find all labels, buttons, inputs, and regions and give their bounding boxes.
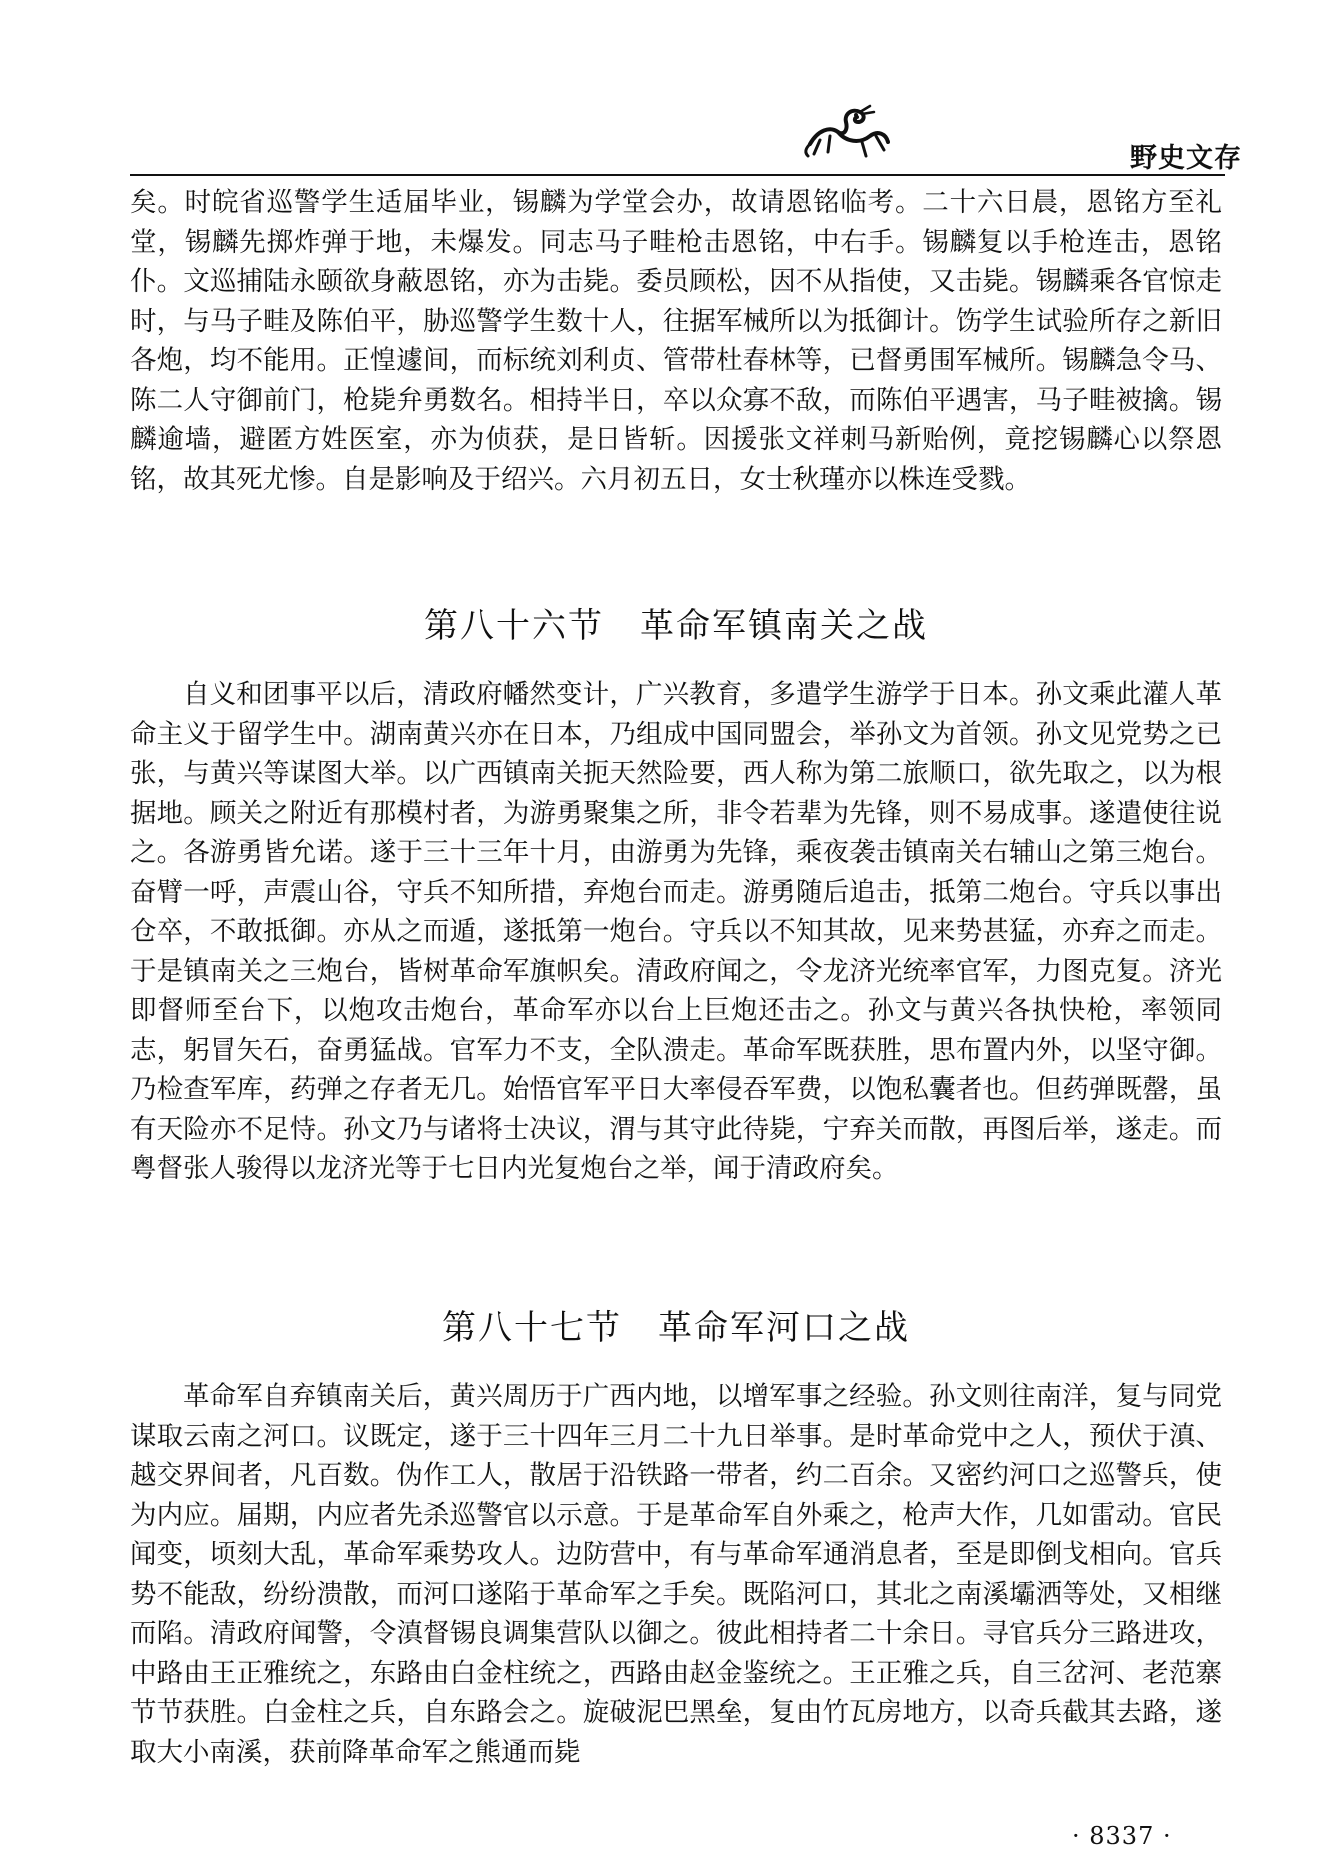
section-86-heading: 第八十六节 革命军镇南关之战 [424, 606, 928, 646]
dragon-icon [800, 100, 896, 164]
section-87-heading: 第八十七节 革命军河口之战 [442, 1308, 910, 1348]
header-rule [130, 174, 1225, 176]
page-number-text: · 8337 · [1072, 1822, 1172, 1850]
page-number [1072, 1822, 1172, 1850]
series-title: 野史文存 [1130, 143, 1242, 174]
section-87-paragraph-block [130, 1377, 1222, 1772]
continuation-paragraph-block [130, 183, 1222, 499]
continuation-paragraph: 矣。时皖省巡警学生适届毕业，锡麟为学堂会办，故请恩铭临考。二十六日晨，恩铭方至礼堂，锡麟先掷炸弹于地，未爆发。同志马子畦枪击恩铭，中右手。锡麟复以手枪连击，恩铭仆。文巡捕陆永颐欲身蔽恩铭，亦为击毙。委员顾松，因不从指使，又击毙。锡麟乘各官惊走时，与马子畦及陈伯平，胁巡警学生数十人，往据军械所以为抵御计。饬学生试验所存之新旧各炮，均不能用。正惶遽间，而标统刘利贞、管带杜春林等，已督勇围军械所。锡麟急令马、陈二人守御前门，枪毙弁勇数名。相持半日，卒以众寡不敌，而陈伯平遇害，马子畦被擒。锡麟逾墙，避匿方姓医室，亦为侦获，是日皆斩。因援张文祥刺马新贻例，竟挖锡麟心以祭恩铭，故其死尤惨。自是影响及于绍兴。六月初五日，女士秋瑾亦以株连受戮。 [130, 187, 1222, 495]
running-header [0, 0, 1322, 175]
section-87-paragraph: 革命军自弃镇南关后，黄兴周历于广西内地，以增军事之经验。孙文则往南洋，复与同党谋取云南之河口。议既定，遂于三十四年三月二十九日举事。是时革命党中之人，预伏于滇、越交界间者，凡百数。伪作工人，散居于沿铁路一带者，约二百余。又密约河口之巡警兵，使为内应。届期，内应者先杀巡警官以示意。于是革命军自外乘之，枪声大作，几如雷动。官民闻变，顷刻大乱，革命军乘势攻人。边防营中，有与革命军通消息者，至是即倒戈相向。官兵势不能敌，纷纷溃散，而河口遂陷于革命军之手矣。既陷河口，其北之南溪壩洒等处，又相继而陷。清政府闻警，令滇督锡良调集营队以御之。彼此相持者二十余日。寻官兵分三路进攻，中路由王正雅统之，东路由白金柱统之，西路由赵金鉴统之。王正雅之兵，自三岔河、老范寨节节获胜。白金柱之兵，自东路会之。旋破泥巴黑垒，复由竹瓦房地方，以奇兵截其去路，遂取大小南溪，获前降革命军之熊通而毙 [130, 1381, 1222, 1768]
section-86-paragraph: 自义和团事平以后，清政府幡然变计，广兴教育，多遣学生游学于日本。孙文乘此灌人革命主义于留学生中。湖南黄兴亦在日本，乃组成中国同盟会，举孙文为首领。孙文见党势之已张，与黄兴等谋图大举。以广西镇南关扼天然险要，西人称为第二旅顺口，欲先取之，以为根据地。顾关之附近有那模村者，为游勇聚集之所，非令若辈为先锋，则不易成事。遂遣使往说之。各游勇皆允诺。遂于三十三年十月，由游勇为先锋，乘夜袭击镇南关右辅山之第三炮台。奋臂一呼，声震山谷，守兵不知所措，弃炮台而走。游勇随后追击，抵第二炮台。守兵以事出仓卒，不敢抵御。亦从之而遁，遂抵第一炮台。守兵以不知其故，见来势甚猛，亦弃之而走。于是镇南关之三炮台，皆树革命军旗帜矣。清政府闻之，令龙济光统率官军，力图克复。济光即督师至台下，以炮攻击炮台，革命军亦以台上巨炮还击之。孙文与黄兴各执快枪，率领同志，躬冒矢石，奋勇猛战。官军力不支，全队溃走。革命军既获胜，思布置内外，以坚守御。乃检查军库，药弹之存者无几。始悟官军平日大率侵吞军费，以饱私囊者也。但药弹既罄，虽有天险亦不足恃。孙文乃与诸将士决议，渭与其守此待毙，宁弃关而散，再图后举，遂走。而粤督张人骏得以龙济光等于七日内光复炮台之举，闻于清政府矣。 [130, 679, 1222, 1184]
section-86-paragraph-block [130, 675, 1222, 1189]
